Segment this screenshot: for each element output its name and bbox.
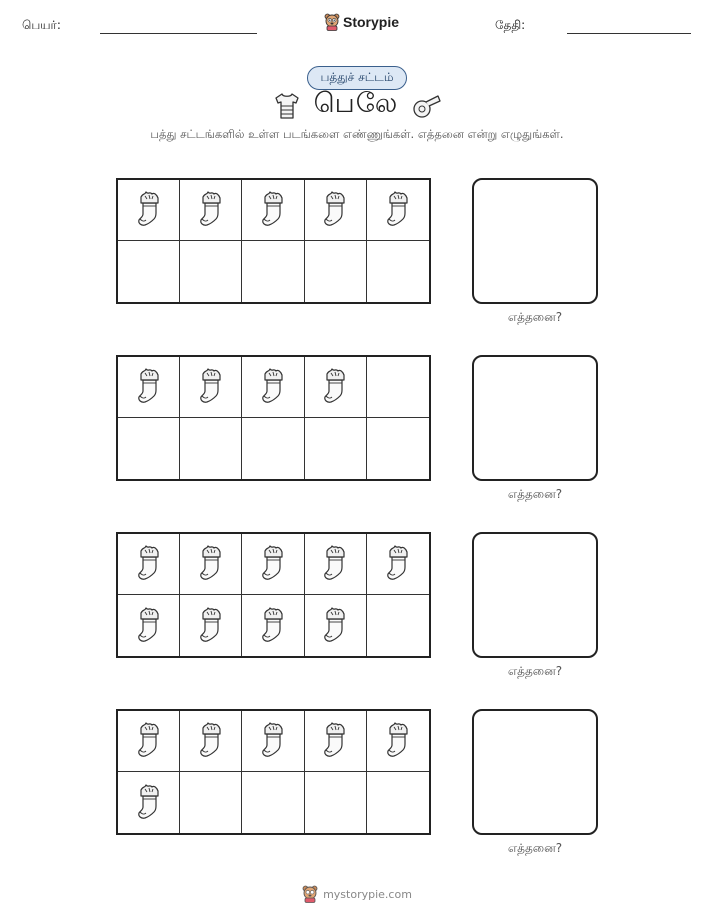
sock-icon xyxy=(134,366,164,408)
date-write-line[interactable] xyxy=(567,33,691,34)
ten-frame-cell xyxy=(118,772,180,833)
whistle-icon xyxy=(410,91,442,121)
sock-icon xyxy=(383,720,413,762)
ten-frame-cell xyxy=(180,180,242,241)
sock-icon xyxy=(196,366,226,408)
sock-icon xyxy=(320,605,350,647)
ten-frame-cell xyxy=(305,772,367,833)
answer-box-1[interactable] xyxy=(472,178,598,304)
ten-frame-cell xyxy=(180,357,242,418)
sock-icon xyxy=(320,189,350,231)
sock-icon xyxy=(258,605,288,647)
ten-frame-cell xyxy=(180,534,242,595)
ten-frame-cell xyxy=(305,534,367,595)
ten-frame-cell xyxy=(242,772,304,833)
bear-mascot-icon xyxy=(302,885,318,903)
answer-box-4[interactable] xyxy=(472,709,598,835)
bear-mascot-icon xyxy=(324,13,340,31)
sock-icon xyxy=(258,543,288,585)
ten-frame-cell xyxy=(180,711,242,772)
ten-frame-cell xyxy=(242,595,304,656)
footer-url: mystorypie.com xyxy=(323,887,412,901)
ten-frame-cell xyxy=(367,241,429,302)
sock-icon xyxy=(258,189,288,231)
ten-frame-cell xyxy=(305,357,367,418)
ten-frame-badge: பத்துச் சட்டம் xyxy=(307,66,407,90)
answer-label: எத்தனை? xyxy=(507,841,563,855)
instructions-text: பத்து சட்டங்களில் உள்ள படங்களை எண்ணுங்கள். எத்தனை என்று எழுதுங்கள். xyxy=(150,127,564,141)
ten-frame-cell xyxy=(180,772,242,833)
ten-frame-cell xyxy=(118,241,180,302)
sock-icon xyxy=(134,543,164,585)
ten-frame-cell xyxy=(242,241,304,302)
ten-frame-cell xyxy=(305,241,367,302)
page-title: பெலே xyxy=(313,88,399,119)
shirt-icon xyxy=(272,91,302,121)
title-row xyxy=(0,88,714,123)
ten-frame-cell xyxy=(305,595,367,656)
sock-icon xyxy=(134,189,164,231)
sock-icon xyxy=(320,543,350,585)
footer xyxy=(0,885,714,903)
sock-icon xyxy=(196,189,226,231)
ten-frame-cell xyxy=(305,711,367,772)
sock-icon xyxy=(196,543,226,585)
ten-frame-4 xyxy=(116,709,431,835)
sock-icon xyxy=(383,189,413,231)
ten-frame-cell xyxy=(242,357,304,418)
ten-frame-cell xyxy=(367,534,429,595)
sock-icon xyxy=(134,605,164,647)
ten-frame-cell xyxy=(180,418,242,479)
name-label: பெயர்: xyxy=(22,18,61,32)
name-write-line[interactable] xyxy=(100,33,257,34)
ten-frame-2 xyxy=(116,355,431,481)
sock-icon xyxy=(134,720,164,762)
sock-icon xyxy=(320,720,350,762)
ten-frame-cell xyxy=(367,357,429,418)
ten-frame-1 xyxy=(116,178,431,304)
sock-icon xyxy=(196,720,226,762)
ten-frame-cell xyxy=(180,595,242,656)
ten-frame-cell xyxy=(242,180,304,241)
brand-logo xyxy=(324,13,399,31)
sock-icon xyxy=(134,782,164,824)
ten-frame-cell xyxy=(118,534,180,595)
date-label: தேதி: xyxy=(495,18,526,32)
ten-frame-cell xyxy=(118,711,180,772)
ten-frame-cell xyxy=(367,418,429,479)
ten-frame-3 xyxy=(116,532,431,658)
answer-box-3[interactable] xyxy=(472,532,598,658)
ten-frame-cell xyxy=(180,241,242,302)
ten-frame-cell xyxy=(367,180,429,241)
sock-icon xyxy=(320,366,350,408)
answer-label: எத்தனை? xyxy=(507,487,563,501)
sock-icon xyxy=(196,605,226,647)
ten-frame-cell xyxy=(305,418,367,479)
ten-frame-cell xyxy=(118,595,180,656)
ten-frame-cell xyxy=(118,418,180,479)
ten-frame-cell xyxy=(242,534,304,595)
answer-label: எத்தனை? xyxy=(507,664,563,678)
ten-frame-cell xyxy=(367,595,429,656)
sock-icon xyxy=(258,366,288,408)
answer-box-2[interactable] xyxy=(472,355,598,481)
sock-icon xyxy=(383,543,413,585)
ten-frame-cell xyxy=(305,180,367,241)
answer-label: எத்தனை? xyxy=(507,310,563,324)
ten-frame-cell xyxy=(118,357,180,418)
ten-frame-cell xyxy=(367,711,429,772)
brand-name: Storypie xyxy=(343,14,400,30)
sock-icon xyxy=(258,720,288,762)
ten-frame-cell xyxy=(242,711,304,772)
ten-frame-cell xyxy=(242,418,304,479)
ten-frame-cell xyxy=(367,772,429,833)
ten-frame-cell xyxy=(118,180,180,241)
